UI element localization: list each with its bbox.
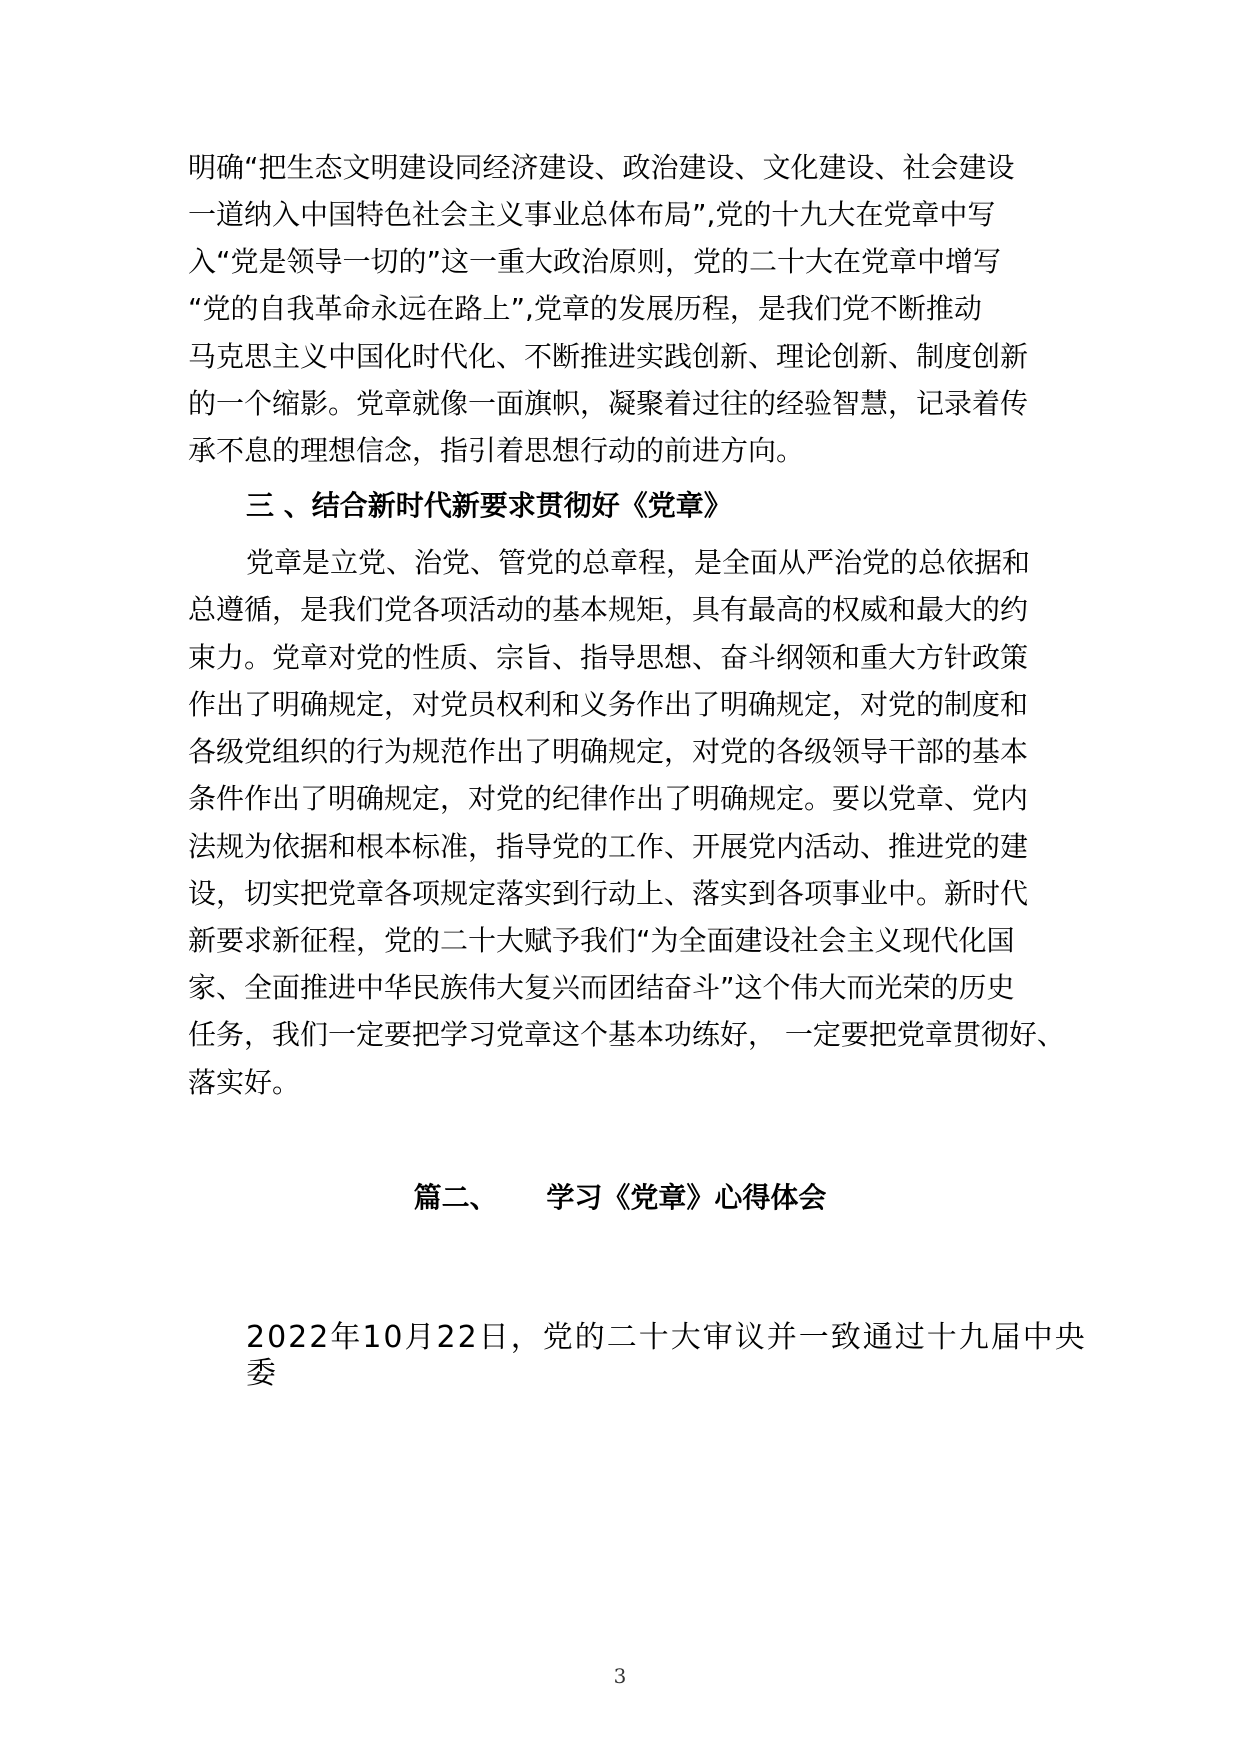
paragraph-line: 任务，我们一定要把学习党章这个基本功练好， 一定要把党章贯彻好、 [188,1018,1065,1051]
paragraph-line: 承不息的理想信念，指引着思想行动的前进方向。 [188,434,805,467]
paragraph-line: 各级党组织的行为规范作出了明确规定，对党的各级领导干部的基本 [188,735,1029,768]
paragraph-line: 作出了明确规定，对党员权利和义务作出了明确规定，对党的制度和 [188,688,1029,721]
paragraph-line: 一道纳入中国特色社会主义事业总体布局”,党的十九大在党章中写 [188,198,996,231]
article-title: 篇二、 学习《党章》心得体会 [413,1181,827,1214]
paragraph-line: 入“党是领导一切的”这一重大政治原则，党的二十大在党章中增写 [188,245,1002,278]
paragraph-line: 明确“把生态文明建设同经济建设、政治建设、文化建设、社会建设 [188,151,1015,184]
paragraph-line: 2022年10月22日，党的二十大审议并一致通过十九届中央 [246,1320,1087,1355]
paragraph-line: 新要求新征程，党的二十大赋予我们“为全面建设社会主义现代化国 [188,924,1015,957]
paragraph-line: 条件作出了明确规定，对党的纪律作出了明确规定。要以党章、党内 [188,782,1029,815]
paragraph-line: 党章是立党、治党、管党的总章程，是全面从严治党的总依据和 [246,546,1031,579]
paragraph-line: 落实好。 [188,1066,301,1099]
paragraph-line: 委 [246,1356,278,1391]
paragraph-line: 总遵循，是我们党各项活动的基本规矩，具有最高的权威和最大的约 [188,593,1029,626]
page-number: 3 [613,1664,627,1688]
paragraph-line: 束力。党章对党的性质、宗旨、指导思想、奋斗纲领和重大方针政策 [188,641,1029,674]
paragraph-line: 的一个缩影。党章就像一面旗帜，凝聚着过往的经验智慧，记录着传 [188,387,1029,420]
section-heading: 三 、结合新时代新要求贯彻好《党章》 [246,489,732,522]
paragraph-line: 设，切实把党章各项规定落实到行动上、落实到各项事业中。新时代 [188,877,1029,910]
paragraph-line: “党的自我革命永远在路上”,党章的发展历程，是我们党不断推动 [188,292,982,325]
paragraph-line: 家、全面推进中华民族伟大复兴而团结奋斗”这个伟大而光荣的历史 [188,971,1015,1004]
paragraph-line: 马克思主义中国化时代化、不断推进实践创新、理论创新、制度创新 [188,340,1029,373]
paragraph-line: 法规为依据和根本标准，指导党的工作、开展党内活动、推进党的建 [188,830,1029,863]
